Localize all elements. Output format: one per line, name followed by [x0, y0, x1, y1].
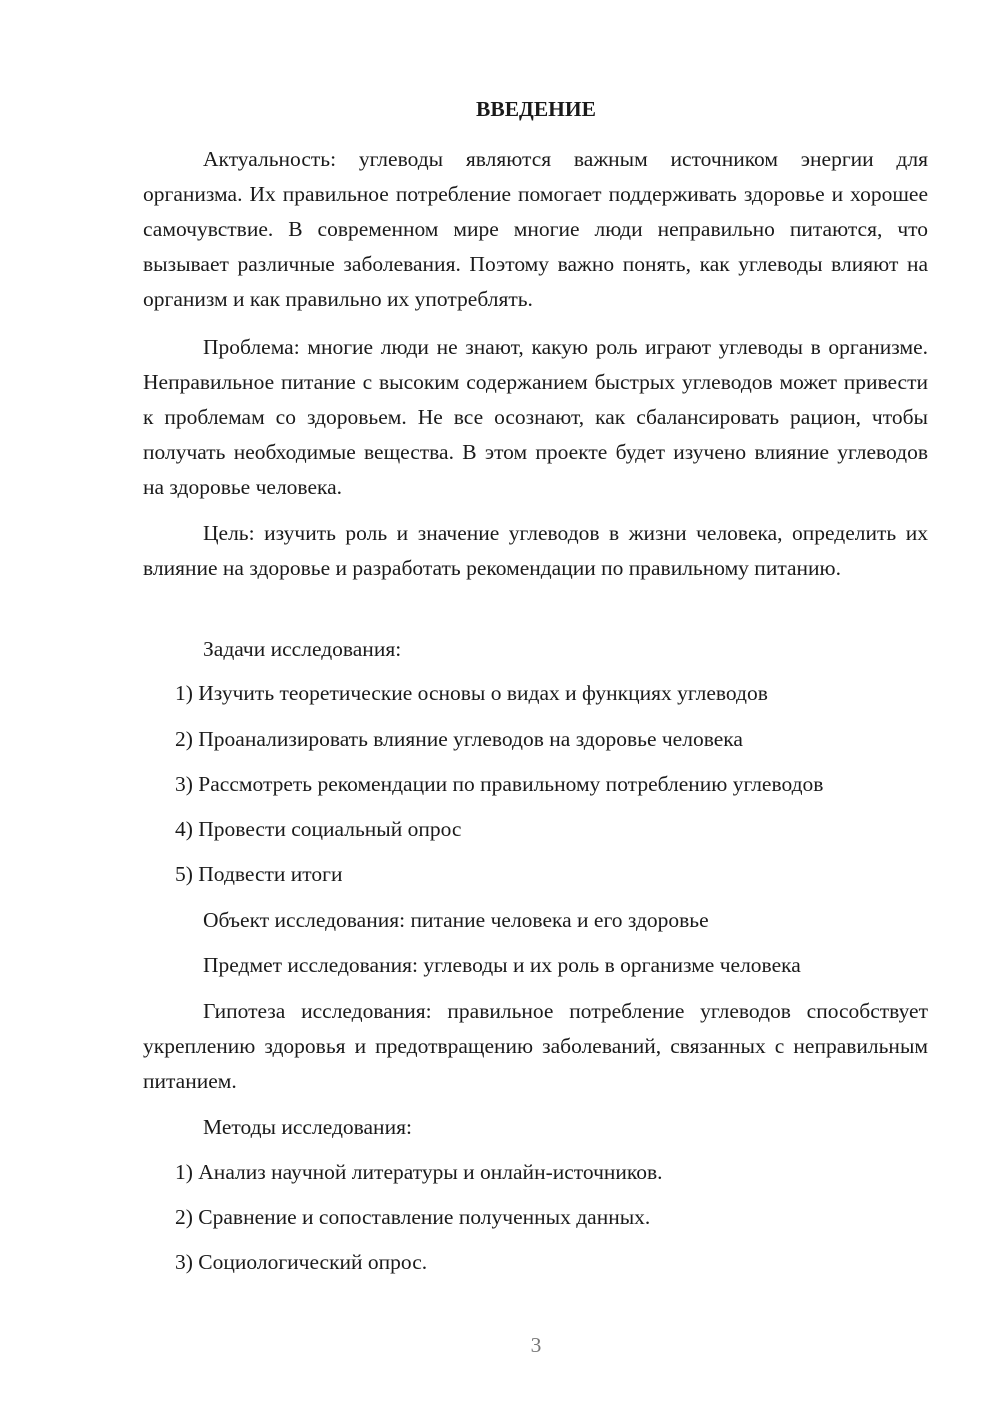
- method-item: 3) Социологический опрос.: [175, 1250, 428, 1274]
- task-item: 1) Изучить теоретические основы о видах и функциях углеводов: [175, 681, 768, 705]
- method-item: 1) Анализ научной литературы и онлайн-источников.: [175, 1160, 663, 1184]
- task-item: 2) Проанализировать влияние углеводов на здоровье человека: [175, 727, 743, 751]
- object-paragraph: Объект исследования: питание человека и его здоровье: [203, 908, 709, 932]
- section-heading: ВВЕДЕНИЕ: [476, 97, 596, 121]
- hypothesis-paragraph: Гипотеза исследования: правильное потребление углеводов способствует укреплению здоровья и предотвращению заболеваний, связанных с неправильным питанием.: [143, 999, 928, 1093]
- page-number: 3: [530, 1333, 542, 1357]
- task-item: 5) Подвести итоги: [175, 862, 343, 886]
- methods-title: Методы исследования:: [203, 1115, 412, 1139]
- goal-paragraph: Цель: изучить роль и значение углеводов в жизни человека, определить их влияние на здоровье и разработать рекомендации по правильному питанию.: [143, 521, 928, 580]
- task-item: 3) Рассмотреть рекомендации по правильному потреблению углеводов: [175, 772, 824, 796]
- task-item: 4) Провести социальный опрос: [175, 817, 462, 841]
- problem-paragraph: Проблема: многие люди не знают, какую роль играют углеводы в организме. Неправильное питание с высоким содержанием быстрых углеводов может привести к проблемам со здоровьем. Не все осознают, как сбалансировать рацион, чтобы получать необходимые вещества. В этом проекте будет изучено влияние углеводов на здоровье человека.: [143, 335, 928, 499]
- actuality-paragraph: Актуальность: углеводы являются важным источником энергии для организма. Их правильное потребление помогает поддерживать здоровье и хорошее самочувствие. В современном мире многие люди неправильно питаются, что вызывает различные заболевания. Поэтому важно понять, как углеводы влияют на организм и как правильно их употреблять.: [143, 147, 928, 311]
- method-item: 2) Сравнение и сопоставление полученных данных.: [175, 1205, 651, 1229]
- subject-paragraph: Предмет исследования: углеводы и их роль в организме человека: [203, 953, 801, 977]
- tasks-title: Задачи исследования:: [203, 637, 402, 661]
